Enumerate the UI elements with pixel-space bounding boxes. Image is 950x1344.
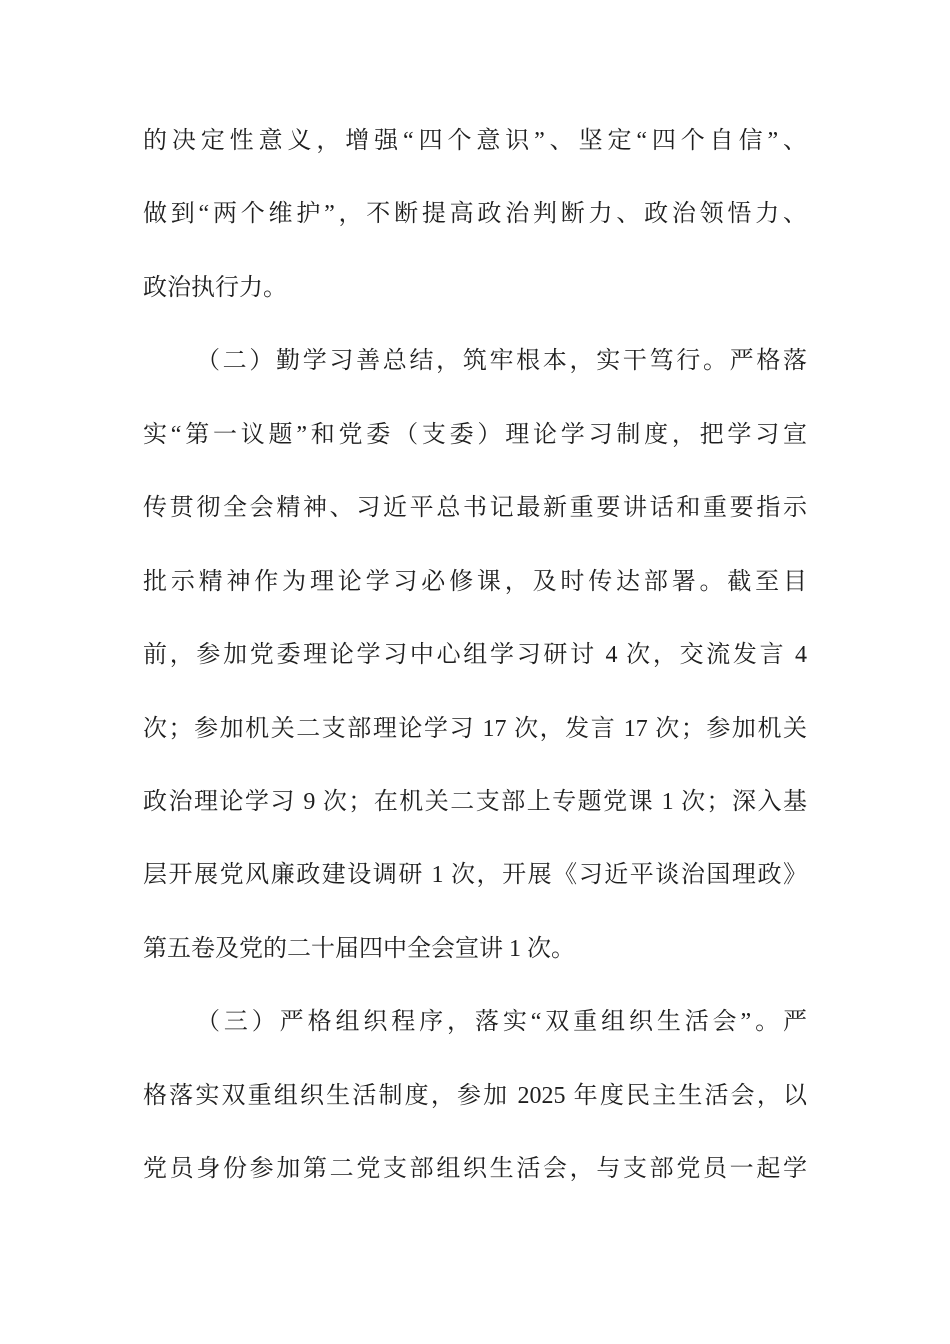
- text-line: 第五卷及党的二十届四中全会宣讲 1 次。: [143, 935, 575, 962]
- text-line: 政治执行力。: [143, 274, 287, 301]
- text-line: 做到“两个维护”，不断提高政治判断力、政治领悟力、: [143, 201, 807, 228]
- text-line: 传贯彻全会精神、习近平总书记最新重要讲话和重要指示: [143, 495, 807, 522]
- body-text: [143, 105, 807, 1207]
- text-line-section-heading: （三）严格组织程序，落实“双重组织生活会”。严: [196, 1009, 807, 1036]
- text-line: 实“第一议题”和党委（支委）理论学习制度，把学习宣: [143, 421, 807, 448]
- text-line: 的决定性意义，增强“四个意识”、坚定“四个自信”、: [143, 128, 807, 154]
- text-line: 党员身份参加第二党支部组织生活会，与支部党员一起学: [143, 1156, 807, 1183]
- text-line: 次；参加机关二支部理论学习 17 次，发言 17 次；参加机关: [143, 715, 807, 742]
- text-line: 政治理论学习 9 次；在机关二支部上专题党课 1 次；深入基: [143, 788, 807, 815]
- text-line: 层开展党风廉政建设调研 1 次，开展《习近平谈治国理政》: [143, 862, 807, 889]
- text-line: 前，参加党委理论学习中心组学习研讨 4 次，交流发言 4: [143, 642, 807, 669]
- text-line-section-heading: （二）勤学习善总结，筑牢根本，实干笃行。严格落: [196, 348, 807, 375]
- text-line: 批示精神作为理论学习必修课，及时传达部署。截至目: [143, 568, 807, 595]
- text-line: 格落实双重组织生活制度，参加 2025 年度民主生活会，以: [143, 1082, 807, 1109]
